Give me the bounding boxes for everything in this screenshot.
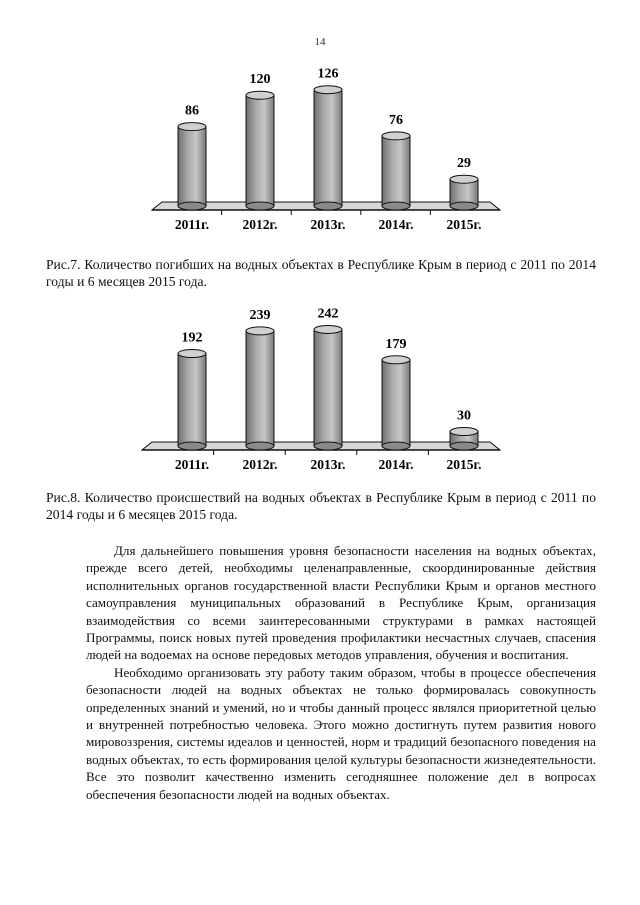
bar-body xyxy=(314,329,342,446)
bar-body xyxy=(246,331,274,446)
category-label: 2015г. xyxy=(446,457,482,472)
bar-2011г. xyxy=(178,123,206,210)
bar-top xyxy=(450,428,478,436)
data-label: 120 xyxy=(249,72,271,88)
bar-top xyxy=(314,86,342,94)
paragraph-1: Для дальнейшего повышения уровня безопасности населения на водных объектах, прежде всего детей, необходимы целенаправленные, скоординированные действия исполнительных органов государственной власти Республики Крым и органов местного самоуправления муниципальных образований в Республике Крым, организация взаимодействия со всеми заинтересованными структурами в рамках настоящей Программы, поиск новых путей проведения профилактики несчастных случаев, спасения людей на водоемах на основе передовых методов управления, обучения и воспитания. xyxy=(86,543,596,663)
bar-body xyxy=(382,360,410,446)
data-label: 192 xyxy=(181,330,203,346)
bar-body xyxy=(314,90,342,206)
chart-incidents xyxy=(0,306,640,494)
bar-2011г. xyxy=(178,350,206,450)
bar-2014г. xyxy=(382,132,410,210)
data-label: 126 xyxy=(317,66,339,82)
data-label: 76 xyxy=(389,112,403,128)
data-label: 30 xyxy=(457,408,471,424)
bar-2015г. xyxy=(450,175,478,210)
bar-top xyxy=(178,350,206,358)
bar-top xyxy=(382,132,410,140)
bar-top xyxy=(246,91,274,99)
figure-8-caption: Рис.8. Количество происшествий на водных объектах в Республике Крым в период с 2011 по 2014 годы и 6 месяцев 2015 года. xyxy=(46,490,596,522)
bar-2013г. xyxy=(314,325,342,450)
bar-base xyxy=(246,442,274,450)
category-label: 2013г. xyxy=(310,457,346,472)
data-label: 242 xyxy=(317,306,339,322)
chart-deaths-svg xyxy=(0,58,640,248)
bar-body xyxy=(178,127,206,206)
body-text xyxy=(86,542,596,803)
category-label: 2013г. xyxy=(310,217,346,232)
bar-base xyxy=(450,442,478,450)
data-label: 86 xyxy=(185,103,199,119)
data-label: 239 xyxy=(249,307,271,323)
bar-top xyxy=(450,175,478,183)
bar-body xyxy=(246,95,274,206)
category-label: 2014г. xyxy=(378,457,414,472)
bar-2013г. xyxy=(314,86,342,210)
data-label: 179 xyxy=(385,336,407,352)
bar-base xyxy=(382,442,410,450)
bar-base xyxy=(314,442,342,450)
bar-base xyxy=(178,202,206,210)
bar-base xyxy=(382,202,410,210)
bar-2015г. xyxy=(450,428,478,450)
category-label: 2014г. xyxy=(378,217,414,232)
bar-top xyxy=(382,356,410,364)
bar-body xyxy=(178,354,206,446)
paragraph-2: Необходимо организовать эту работу таким образом, чтобы в процессе обеспечения безопасности людей на водных объектах не только формировалась совокупность определенных знаний и умений, но и чтобы данный процесс являлся приоритетной целью и внутренней потребностью человека. Этого можно достигнуть путем развития нового мировоззрения, системы идеалов и ценностей, норм и традиций безопасного поведения на водных объектах, то есть формирования целой культуры безопасности жизнедеятельности. Все это позволит качественно изменить сегодняшнее положение дел в вопросах обеспечения безопасности людей на водных объектах. xyxy=(86,664,596,802)
category-label: 2012г. xyxy=(242,457,278,472)
category-label: 2011г. xyxy=(174,217,210,232)
bar-base xyxy=(246,202,274,210)
figure-7-caption: Рис.7. Количество погибших на водных объектах в Республике Крым в период с 2011 по 2014 годы и 6 месяцев 2015 года. xyxy=(46,257,596,289)
bar-base xyxy=(314,202,342,210)
bar-base xyxy=(178,442,206,450)
bar-base xyxy=(450,202,478,210)
bar-2014г. xyxy=(382,356,410,450)
bar-top xyxy=(314,325,342,333)
chart-deaths xyxy=(0,58,640,248)
bar-top xyxy=(178,123,206,131)
category-label: 2015г. xyxy=(446,217,482,232)
bar-body xyxy=(382,136,410,206)
bar-top xyxy=(246,327,274,335)
chart-incidents-svg xyxy=(0,306,640,494)
category-label: 2012г. xyxy=(242,217,278,232)
bar-2012г. xyxy=(246,91,274,210)
bar-2012г. xyxy=(246,327,274,450)
page-number: 14 xyxy=(314,36,326,48)
category-label: 2011г. xyxy=(174,457,210,472)
data-label: 29 xyxy=(457,156,471,172)
